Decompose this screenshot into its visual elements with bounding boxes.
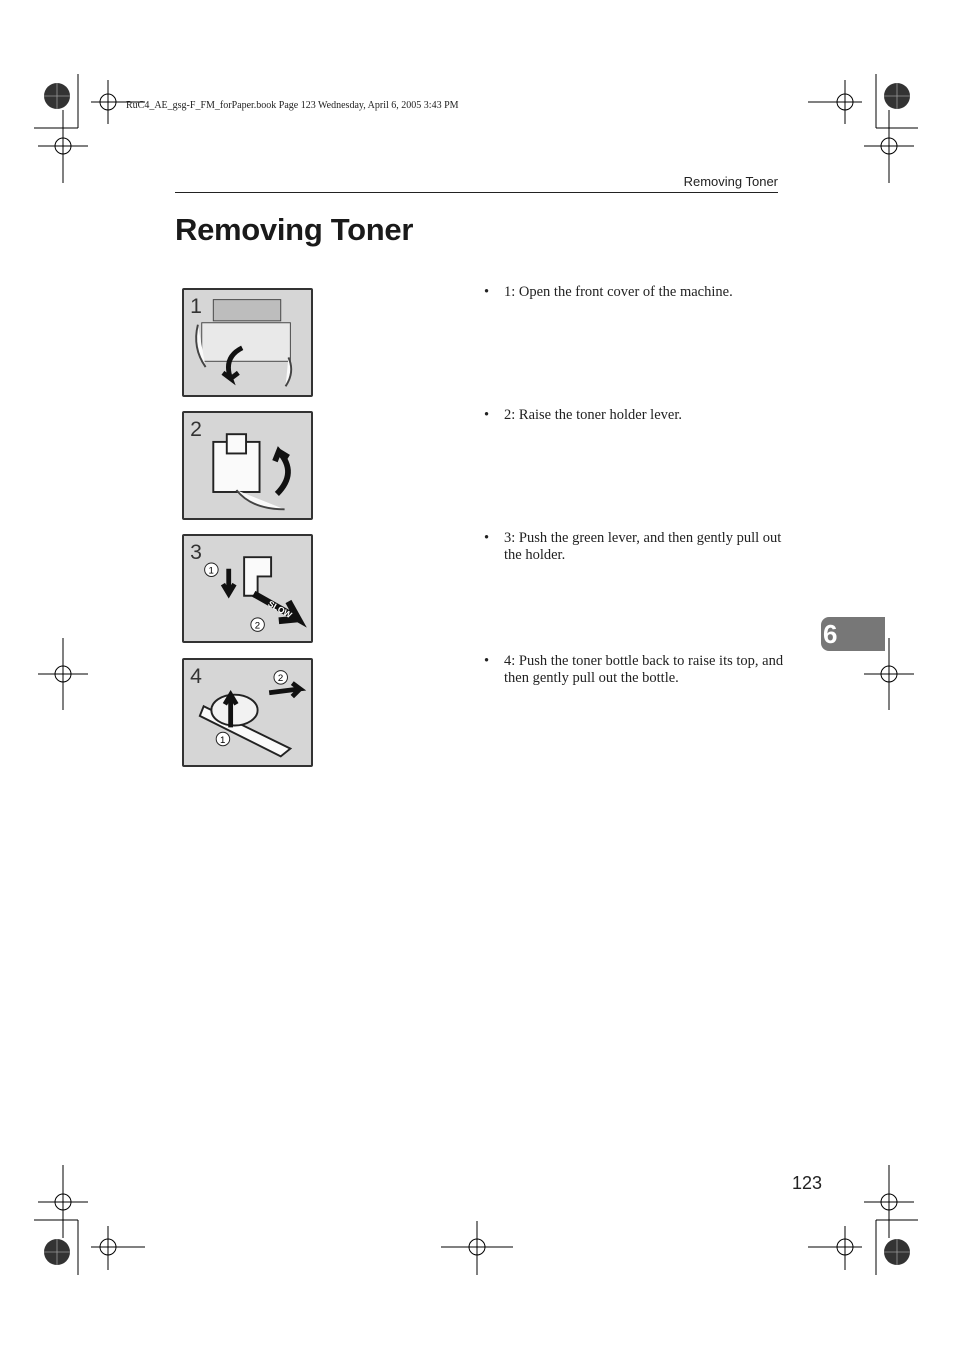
header-rule xyxy=(175,192,778,193)
bullet: • xyxy=(484,653,490,669)
chapter-tab: 6 xyxy=(821,617,885,651)
bullet: • xyxy=(484,407,490,423)
callout-2: 2 xyxy=(277,673,284,685)
step-3-illustration xyxy=(182,534,313,643)
step-1-illustration xyxy=(182,288,313,397)
step-2-item xyxy=(484,407,784,424)
callout-2: 2 xyxy=(254,620,261,632)
slow-label: SLOW xyxy=(266,598,294,621)
print-info-line: RuC4_AE_gsg-F_FM_forPaper.book Page 123 Wednesday, April 6, 2005 3:43 PM xyxy=(126,100,459,111)
step-2-text: 2: Raise the toner holder lever. xyxy=(504,407,682,423)
step-4-illustration xyxy=(182,658,313,767)
step-1-number: 1 xyxy=(190,295,202,319)
step-3-number: 3 xyxy=(190,541,202,565)
step-2-illustration xyxy=(182,411,313,520)
step-3-text: 3: Push the green lever, and then gently pull out the holder. xyxy=(504,530,782,563)
callout-1: 1 xyxy=(220,734,226,746)
page-title: Removing Toner xyxy=(175,212,414,247)
step-1-text: 1: Open the front cover of the machine. xyxy=(504,284,733,300)
step-2-number: 2 xyxy=(190,418,202,442)
step-1-item xyxy=(484,284,784,301)
bullet: • xyxy=(484,530,490,546)
step-4-text: 4: Push the toner bottle back to raise its top, and then gently pull out the bottle. xyxy=(504,653,784,686)
step-4-item xyxy=(484,653,784,687)
bullet: • xyxy=(484,284,490,300)
page-number: 123 xyxy=(792,1173,823,1193)
step-3-item xyxy=(484,530,784,564)
running-head: Removing Toner xyxy=(683,174,778,189)
step-4-number: 4 xyxy=(190,665,202,689)
callout-1: 1 xyxy=(208,565,214,577)
